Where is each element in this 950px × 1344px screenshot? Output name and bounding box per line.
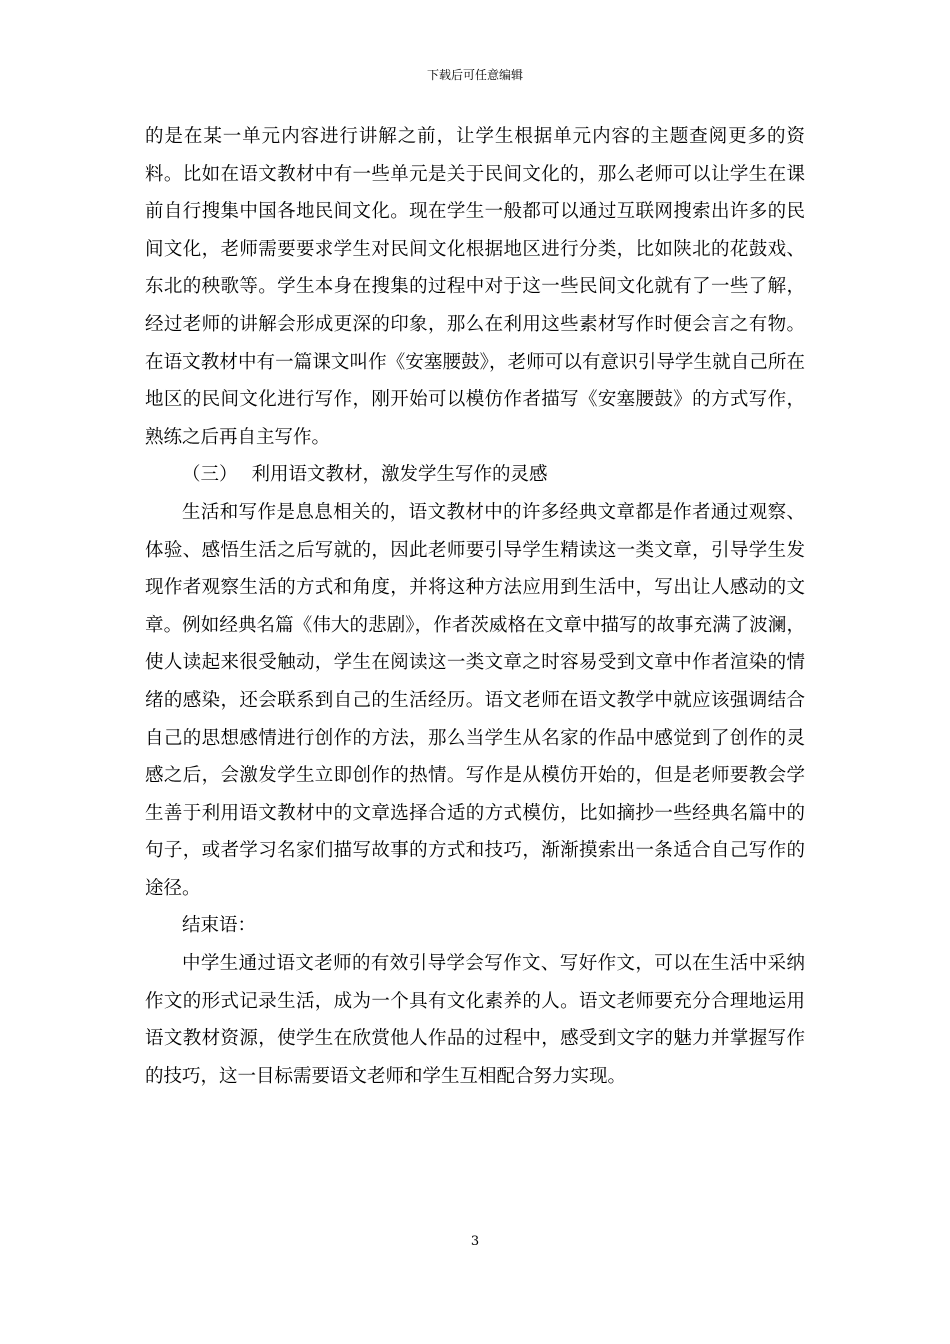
section-number: （三）	[182, 464, 238, 486]
page-number: 3	[470, 1234, 480, 1249]
document-body	[145, 118, 805, 1095]
section-heading	[145, 456, 805, 494]
page-header: 下载后可任意编辑	[426, 68, 523, 82]
paragraph-continued: 的是在某一单元内容进行讲解之前，让学生根据单元内容的主题查阅更多的资料。比如在语文教材中有一些单元是关于民间文化的，那么老师可以让学生在课前自行搜集中国各地民间文化。现在学生一般都可以通过互联网搜索出许多的民间文化，老师需要要求学生对民间文化根据地区进行分类，比如陕北的花鼓戏、东北的秧歌等。学生本身在搜集的过程中对于这一些民间文化就有了一些了解，经过老师的讲解会形成更深的印象，那么在利用这些素材写作时便会言之有物。在语文教材中有一篇课文叫作《安塞腰鼓》，老师可以有意识引导学生就自己所在地区的民间文化进行写作，刚开始可以模仿作者描写《安塞腰鼓》的方式写作，熟练之后再自主写作。	[145, 126, 805, 448]
section-title: 利用语文教材，激发学生写作的灵感	[251, 464, 548, 486]
paragraph: 中学生通过语文老师的有效引导学会写作文、写好作文，可以在生活中采纳作文的形式记录生活，成为一个具有文化素养的人。语文老师要充分合理地运用语文教材资源，使学生在欣赏他人作品的过程中，感受到文字的魅力并掌握写作的技巧，这一目标需要语文老师和学生互相配合努力实现。	[145, 953, 805, 1087]
conclusion-heading: 结束语：	[182, 915, 257, 937]
paragraph: 生活和写作是息息相关的，语文教材中的许多经典文章都是作者通过观察、体验、感悟生活之后写就的，因此老师要引导学生精读这一类文章，引导学生发现作者观察生活的方式和角度，并将这种方法应用到生活中，写出让人感动的文章。例如经典名篇《伟大的悲剧》，作者茨威格在文章中描写的故事充满了波澜，使人读起来很受触动，学生在阅读这一类文章之时容易受到文章中作者渲染的情绪的感染，还会联系到自己的生活经历。语文老师在语文教学中就应该强调结合自己的思想感情进行创作的方法，那么当学生从名家的作品中感觉到了创作的灵感之后，会激发学生立即创作的热情。写作是从模仿开始的，但是老师要教会学生善于利用语文教材中的文章选择合适的方式模仿，比如摘抄一些经典名篇中的句子，或者学习名家们描写故事的方式和技巧，渐渐摸索出一条适合自己写作的途径。	[145, 501, 805, 899]
